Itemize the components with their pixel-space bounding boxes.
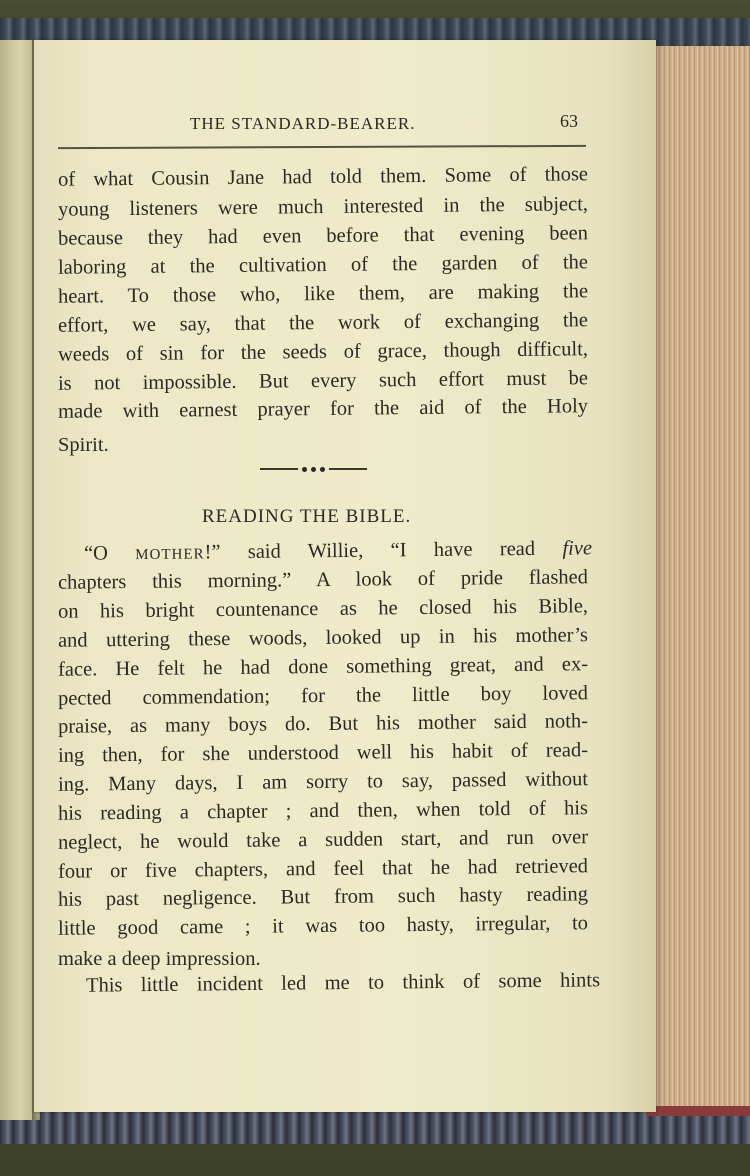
text-line: four or five chapters, and feel that he had retrieved [57,855,589,883]
text-line: his reading a chapter ; and then, when told of his [57,797,589,825]
text-line: “O MOTHER!” said Willie, “I have read five [83,537,593,565]
text-line: weeds of sin for the seeds of grace, though difficult, [57,338,589,366]
page-number: 63 [560,111,578,131]
text-line: is not impossible. But every such effort must be [57,367,589,395]
text-line: face. He felt he had done something great, and ex- [57,653,589,681]
section-title: READING THE BIBLE. [202,506,412,527]
text-line: made with earnest prayer for the aid of the Holy [57,395,589,423]
text-line: his past negligence. But from such hasty reading [57,883,589,911]
text-line: ing then, for she understood well his habit of read- [57,739,589,767]
text-line: This little incident led me to think of some hints [85,969,601,997]
text-line: neglect, he would take a sudden start, and run over [57,826,589,854]
text-line: laboring at the cultivation of the garden of the [57,251,589,279]
ornament-divider [258,459,368,479]
text-line: because they had even before that evening been [57,222,589,250]
text-line: and uttering these woods, looked up in his mother’s [57,624,589,652]
page-stack-edge [646,46,750,1116]
running-title: THE STANDARD-BEARER. [190,114,416,133]
text-line: pected commendation; for the little boy loved [57,682,589,710]
text-line: praise, as many boys do. But his mother said noth- [57,710,589,738]
text-line: chapters this morning.” A look of pride flashed [57,566,589,594]
text-line: little good came ; it was too hasty, irregular, to [57,912,589,940]
text-line: on his bright countenance as he closed his Bible, [57,595,589,623]
text-line: heart. To those who, like them, are making the [57,280,589,308]
text-line: effort, we say, that the work of exchanging the [57,309,589,337]
text-line: ing. Many days, I am sorry to say, passed without [57,768,589,796]
text-line: Spirit. [58,434,109,456]
text-line: young listeners were much interested in the subject, [57,193,589,221]
text-line: make a deep impression. [58,948,261,970]
text-line: of what Cousin Jane had told them. Some of those [57,163,589,191]
